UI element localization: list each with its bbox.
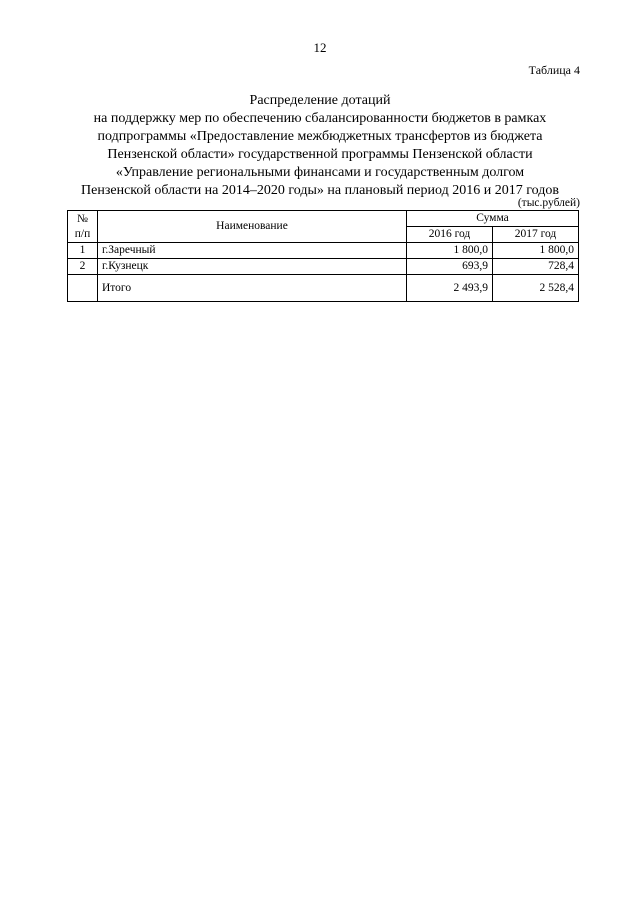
- total-value-2017: 2 528,4: [493, 275, 579, 302]
- title-line: на поддержку мер по обеспечению сбалансированности бюджетов в рамках: [93, 111, 547, 126]
- row-name: г.Кузнецк: [98, 259, 407, 275]
- title-line: Распределение дотаций: [249, 93, 391, 108]
- header-year-2016: 2016 год: [407, 227, 493, 243]
- title-line: Пензенской области на 2014–2020 годы» на плановый период 2016 и 2017 годов: [81, 183, 559, 198]
- table-header-row: [68, 211, 579, 227]
- table-row: [68, 243, 579, 259]
- row-num: 1: [68, 243, 98, 259]
- total-num: [68, 275, 98, 302]
- document-title: [40, 92, 600, 200]
- row-value-2016: 1 800,0: [407, 243, 493, 259]
- title-line: Пензенской области» государственной программы Пензенской области: [107, 147, 533, 162]
- total-value-2016: 2 493,9: [407, 275, 493, 302]
- distribution-table: [67, 210, 579, 302]
- header-sum: Сумма: [407, 211, 579, 227]
- header-num-line1: №: [77, 212, 88, 225]
- row-value-2016: 693,9: [407, 259, 493, 275]
- table-label: Таблица 4: [528, 63, 580, 77]
- total-label: Итого: [98, 275, 407, 302]
- row-num: 2: [68, 259, 98, 275]
- header-num: [68, 211, 98, 243]
- header-name: Наименование: [98, 211, 407, 243]
- page-number: 12: [313, 40, 327, 55]
- units-label: (тыс.рублей): [517, 197, 580, 209]
- header-year-2017: 2017 год: [493, 227, 579, 243]
- total-row: [68, 275, 579, 302]
- header-num-line2: п/п: [74, 227, 91, 240]
- title-line: подпрограммы «Предоставление межбюджетных трансфертов из бюджета: [97, 129, 543, 144]
- row-value-2017: 728,4: [493, 259, 579, 275]
- row-value-2017: 1 800,0: [493, 243, 579, 259]
- table-row: [68, 259, 579, 275]
- title-line: «Управление региональными финансами и государственным долгом: [115, 165, 525, 180]
- row-name: г.Заречный: [98, 243, 407, 259]
